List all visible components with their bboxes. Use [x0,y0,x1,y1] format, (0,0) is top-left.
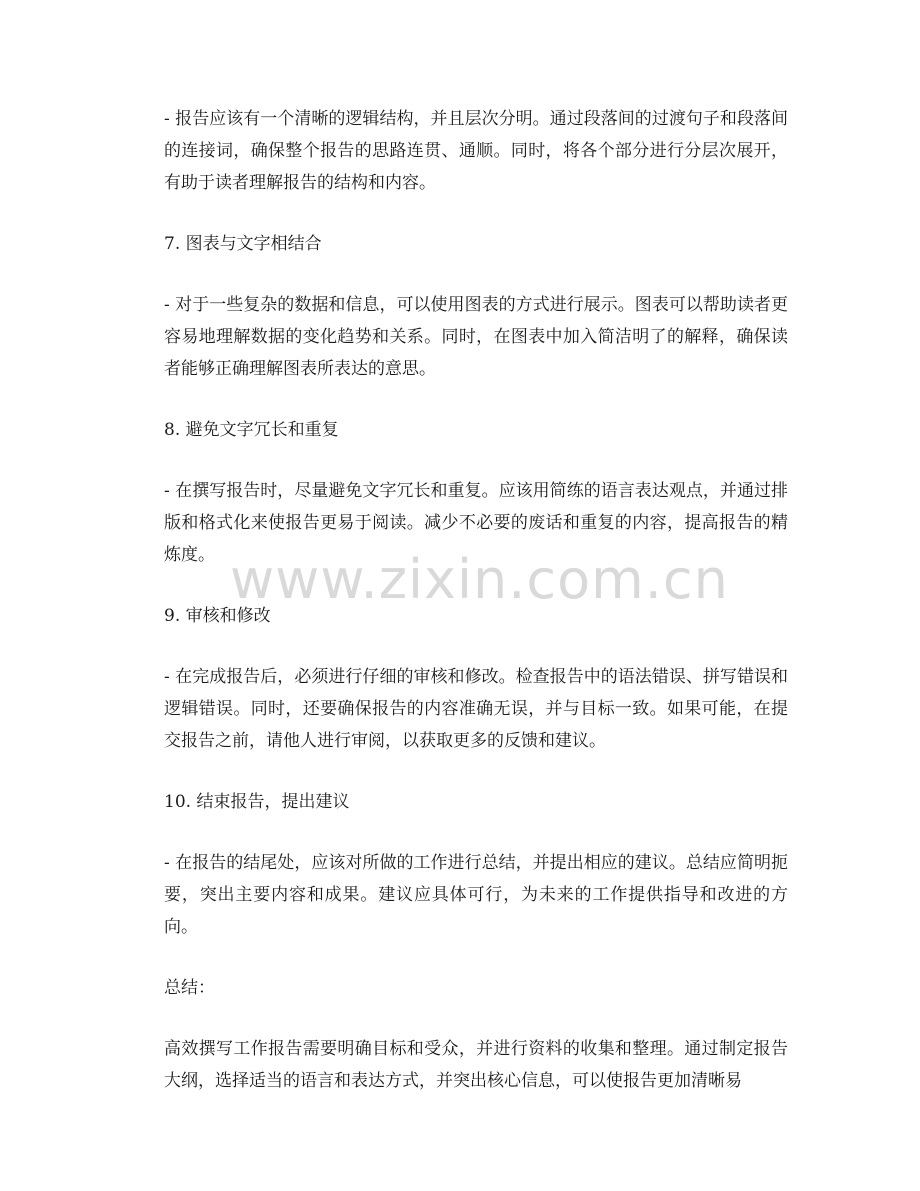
paragraph: - 在完成报告后，必须进行仔细的审核和修改。检查报告中的语法错误、拼写错误和逻辑错误。同时，还要确保报告的内容准确无误，并与目标一致。如果可能，在提交报告之前，请他人进行审阅，以获取更多的反馈和建议。 [164,667,788,751]
paragraph: - 在报告的结尾处，应该对所做的工作进行总结，并提出相应的建议。总结应简明扼要，突出主要内容和成果。建议应具体可行，为未来的工作提供指导和改进的方向。 [164,853,788,937]
watermark: www.zixin.com.cn [230,548,729,611]
section-heading: 8. 避免文字冗长和重复 [164,420,339,440]
document-body [164,103,788,1126]
summary-heading: 总结： [164,978,215,998]
paragraph: - 在撰写报告时，尽量避免文字冗长和重复。应该用简练的语言表达观点，并通过排版和格式化来使报告更易于阅读。减少不必要的废话和重复的内容，提高报告的精炼度。 [164,481,788,565]
paragraph: - 对于一些复杂的数据和信息，可以使用图表的方式进行展示。图表可以帮助读者更容易地理解数据的变化趋势和关系。同时，在图表中加入简洁明了的解释，确保读者能够正确理解图表所表达的意思。 [164,295,788,379]
paragraph: - 报告应该有一个清晰的逻辑结构，并且层次分明。通过段落间的过渡句子和段落间的连接词，确保整个报告的思路连贯、通顺。同时，将各个部分进行分层次展开，有助于读者理解报告的结构和内容。 [164,109,788,193]
section-heading: 10. 结束报告，提出建议 [164,792,350,812]
section-heading: 9. 审核和修改 [164,606,271,626]
section-heading: 7. 图表与文字相结合 [164,234,322,254]
summary-paragraph: 高效撰写工作报告需要明确目标和受众，并进行资料的收集和整理。通过制定报告大纲，选择适当的语言和表达方式，并突出核心信息，可以使报告更加清晰易 [164,1039,788,1091]
